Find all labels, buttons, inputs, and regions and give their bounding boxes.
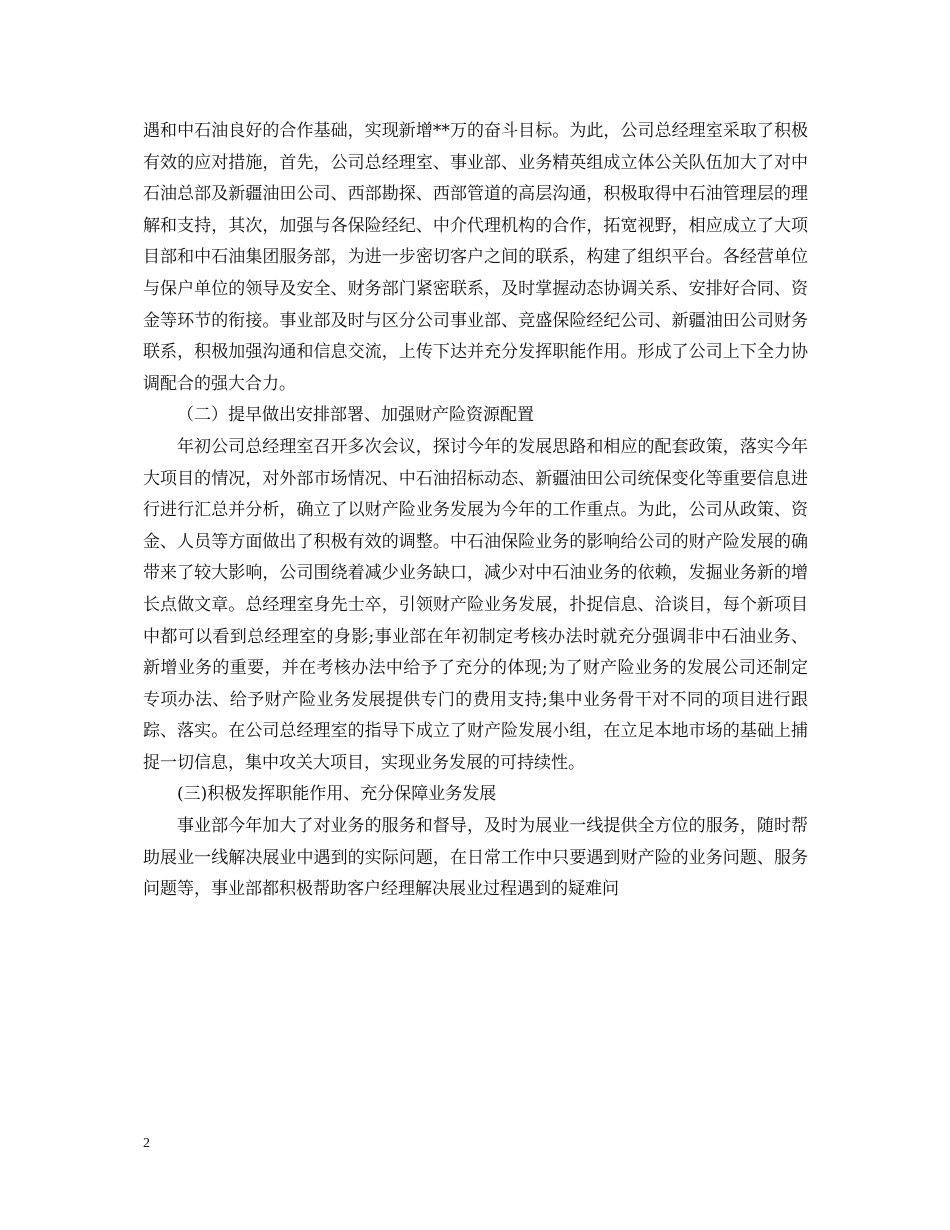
paragraph-service: 事业部今年加大了对业务的服务和督导，及时为展业一线提供全方位的服务，随时帮助展业一线解决展业中遇到的实际问题，在日常工作中只要遇到财产险的业务问题、服务问题等，事业部都积极帮助客户经理解决展业过程遇到的疑难问 [143,816,808,900]
document-body [143,116,808,906]
section-heading-2: （二）提早做出安排部署、加强财产险资源配置 [177,405,534,426]
page-number: 2 [143,1136,150,1151]
paragraph-planning: 年初公司总经理室召开多次会议，探讨今年的发展思路和相应的配套政策，落实今年大项目的情况，对外部市场情况、中石油招标动态、新疆油田公司统保变化等重要信息进行进行汇总并分析，确立了以财产险业务发展为今年的工作重点。为此，公司从政策、资金、人员等方面做出了积极有效的调整。中石油保险业务的影响给公司的财产险发展的确带来了较大影响，公司围绕着减少业务缺口，减少对中石油业务的依赖，发掘业务新的增长点做文章。总经理室身先士卒，引领财产险业务发展，扑捉信息、洽谈目，每个新项目中都可以看到总经理室的身影;事业部在年初制定考核办法时就充分强调非中石油业务、新增业务的重要，并在考核办法中给予了充分的体现;为了财产险业务的发展公司还制定专项办法、给予财产险业务发展提供专门的费用支持;集中业务骨干对不同的项目进行跟踪、落实。在公司总经理室的指导下成立了财产险发展小组，在立足本地市场的基础上捕捉一切信息，集中攻关大项目，实现业务发展的可持续性。 [143,436,808,773]
paragraph-continuation: 遇和中石油良好的合作基础，实现新增**万的奋斗目标。为此，公司总经理室采取了积极有效的应对措施，首先，公司总经理室、事业部、业务精英组成立体公关队伍加大了对中石油总部及新疆油田公司、西部勘探、西部管道的高层沟通，积极取得中石油管理层的理解和支持，其次，加强与各保险经纪、中介代理机构的合作，拓宽视野，相应成立了大项目部和中石油集团服务部，为进一步密切客户之间的联系，构建了组织平台。各经营单位与保户单位的领导及安全、财务部门紧密联系，及时掌握动态协调关系、安排好合同、资金等环节的衔接。事业部及时与区分公司事业部、竞盛保险经纪公司、新疆油田公司财务联系，积极加强沟通和信息交流，上传下达并充分发挥职能作用。形成了公司上下全力协调配合的强大合力。 [143,121,808,394]
section-heading-3: (三)积极发挥职能作用、充分保障业务发展 [177,784,497,805]
